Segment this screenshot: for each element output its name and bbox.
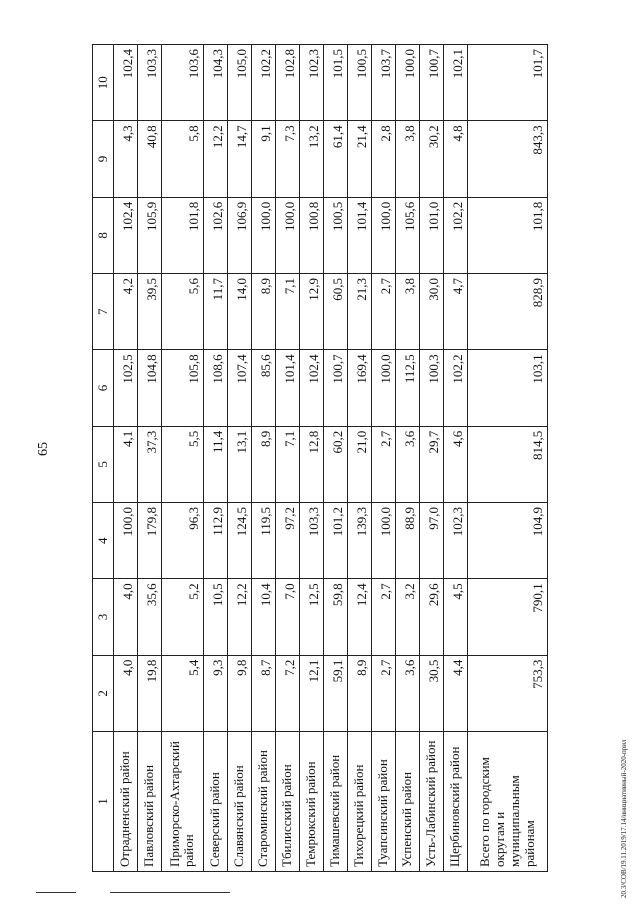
- table-row: [203, 45, 227, 872]
- value-cell: 179,8: [138, 503, 162, 579]
- value-cell: 5,8: [162, 121, 204, 197]
- table-row: [275, 45, 299, 872]
- value-cell: 101,4: [275, 350, 299, 426]
- value-cell: 11,7: [203, 274, 227, 350]
- value-cell: 9,1: [251, 121, 275, 197]
- value-cell: 102,4: [114, 197, 138, 273]
- value-cell: 4,8: [444, 121, 468, 197]
- value-cell: 102,2: [251, 45, 275, 121]
- district-name-cell: Северский район: [203, 732, 227, 872]
- table-row: [444, 45, 468, 872]
- value-cell: 29,6: [420, 579, 444, 655]
- value-cell: 3,8: [396, 121, 420, 197]
- value-cell: 102,5: [114, 350, 138, 426]
- value-cell: 100,0: [372, 350, 396, 426]
- table-row: [162, 45, 204, 872]
- value-cell: 119,5: [251, 503, 275, 579]
- table-row: [372, 45, 396, 872]
- value-cell: 105,8: [162, 350, 204, 426]
- column-header: 5: [93, 426, 114, 502]
- column-header: 1: [93, 732, 114, 872]
- value-cell: 103,3: [300, 503, 324, 579]
- value-cell: 100,0: [251, 197, 275, 273]
- district-name-cell: Тимашевский район: [324, 732, 348, 872]
- value-cell: 107,4: [227, 350, 251, 426]
- value-cell: 124,5: [227, 503, 251, 579]
- value-cell: 4,7: [444, 274, 468, 350]
- value-cell: 101,7: [468, 45, 548, 121]
- value-cell: 104,3: [203, 45, 227, 121]
- value-cell: 2,7: [372, 426, 396, 502]
- value-cell: 102,4: [300, 350, 324, 426]
- value-cell: 12,2: [227, 579, 251, 655]
- value-cell: 102,1: [444, 45, 468, 121]
- value-cell: 790,1: [468, 579, 548, 655]
- value-cell: 106,9: [227, 197, 251, 273]
- value-cell: 843,3: [468, 121, 548, 197]
- value-cell: 97,2: [275, 503, 299, 579]
- value-cell: 12,2: [203, 121, 227, 197]
- table-row: [227, 45, 251, 872]
- value-cell: 3,8: [396, 274, 420, 350]
- value-cell: 4,4: [444, 655, 468, 731]
- value-cell: 13,2: [300, 121, 324, 197]
- district-name-cell: Отрадненский район: [114, 732, 138, 872]
- value-cell: 59,1: [324, 655, 348, 731]
- value-cell: 4,0: [114, 655, 138, 731]
- value-cell: 104,8: [138, 350, 162, 426]
- value-cell: 10,4: [251, 579, 275, 655]
- value-cell: 61,4: [324, 121, 348, 197]
- value-cell: 8,9: [251, 274, 275, 350]
- value-cell: 100,8: [300, 197, 324, 273]
- value-cell: 100,0: [396, 45, 420, 121]
- value-cell: 88,9: [396, 503, 420, 579]
- table-row: [114, 45, 138, 872]
- district-name-cell: Туапсинский район: [372, 732, 396, 872]
- value-cell: 97,0: [420, 503, 444, 579]
- value-cell: 3,2: [396, 579, 420, 655]
- value-cell: 13,1: [227, 426, 251, 502]
- district-name-cell: Павловский район: [138, 732, 162, 872]
- table-row: [251, 45, 275, 872]
- value-cell: 8,9: [251, 426, 275, 502]
- column-header: 8: [93, 197, 114, 273]
- value-cell: 7,1: [275, 274, 299, 350]
- district-name-cell: Тихорецкий район: [348, 732, 372, 872]
- district-name-cell: Приморско-Ахтарский район: [162, 732, 204, 872]
- column-header: 2: [93, 655, 114, 731]
- value-cell: 37,3: [138, 426, 162, 502]
- scan-margin-line: [36, 892, 76, 894]
- value-cell: 14,7: [227, 121, 251, 197]
- value-cell: 39,5: [138, 274, 162, 350]
- value-cell: 4,6: [444, 426, 468, 502]
- value-cell: 100,0: [275, 197, 299, 273]
- value-cell: 112,5: [396, 350, 420, 426]
- value-cell: 10,5: [203, 579, 227, 655]
- value-cell: 103,7: [372, 45, 396, 121]
- district-name-cell: Успенский район: [396, 732, 420, 872]
- value-cell: 60,2: [324, 426, 348, 502]
- page-number: 65: [36, 442, 51, 456]
- value-cell: 7,2: [275, 655, 299, 731]
- district-name-cell: Усть-Лабинский район: [420, 732, 444, 872]
- value-cell: 102,2: [444, 197, 468, 273]
- value-cell: 2,8: [372, 121, 396, 197]
- value-cell: 5,2: [162, 579, 204, 655]
- column-header: 7: [93, 274, 114, 350]
- value-cell: 753,3: [468, 655, 548, 731]
- value-cell: 21,0: [348, 426, 372, 502]
- value-cell: 102,4: [114, 45, 138, 121]
- column-header: 6: [93, 350, 114, 426]
- value-cell: 102,3: [300, 45, 324, 121]
- column-header: 4: [93, 503, 114, 579]
- value-cell: 101,8: [162, 197, 204, 273]
- value-cell: 3,6: [396, 426, 420, 502]
- value-cell: 102,3: [444, 503, 468, 579]
- value-cell: 8,9: [348, 655, 372, 731]
- value-cell: 100,3: [420, 350, 444, 426]
- value-cell: 102,2: [444, 350, 468, 426]
- value-cell: 59,8: [324, 579, 348, 655]
- value-cell: 8,7: [251, 655, 275, 731]
- value-cell: 2,7: [372, 655, 396, 731]
- value-cell: 100,0: [372, 503, 396, 579]
- value-cell: 11,4: [203, 426, 227, 502]
- value-cell: 60,5: [324, 274, 348, 350]
- data-table: [92, 44, 548, 872]
- column-header: 9: [93, 121, 114, 197]
- value-cell: 4,3: [114, 121, 138, 197]
- value-cell: 4,2: [114, 274, 138, 350]
- value-cell: 30,0: [420, 274, 444, 350]
- value-cell: 100,0: [372, 197, 396, 273]
- table-row: [468, 45, 548, 872]
- value-cell: 21,3: [348, 274, 372, 350]
- column-header: 3: [93, 579, 114, 655]
- value-cell: 96,3: [162, 503, 204, 579]
- value-cell: 169,4: [348, 350, 372, 426]
- value-cell: 4,5: [444, 579, 468, 655]
- value-cell: 85,6: [251, 350, 275, 426]
- value-cell: 12,9: [300, 274, 324, 350]
- value-cell: 5,4: [162, 655, 204, 731]
- document-footer-note: 20.3/СОВ/19.11.2019/17.14/инициативный-2020-прил: [620, 739, 628, 898]
- table-row: [420, 45, 444, 872]
- district-name-cell: Темрюкский район: [300, 732, 324, 872]
- value-cell: 5,6: [162, 274, 204, 350]
- table-row: [396, 45, 420, 872]
- value-cell: 12,4: [348, 579, 372, 655]
- district-name-cell: Тбилисский район: [275, 732, 299, 872]
- value-cell: 12,8: [300, 426, 324, 502]
- value-cell: 7,3: [275, 121, 299, 197]
- value-cell: 35,6: [138, 579, 162, 655]
- value-cell: 7,1: [275, 426, 299, 502]
- district-name-cell: Всего по городским округам и муниципальным районам: [468, 732, 548, 872]
- scan-margin-line: [110, 892, 230, 894]
- value-cell: 7,0: [275, 579, 299, 655]
- value-cell: 104,9: [468, 503, 548, 579]
- value-cell: 40,8: [138, 121, 162, 197]
- value-cell: 105,0: [227, 45, 251, 121]
- column-header: 10: [93, 45, 114, 121]
- value-cell: 30,2: [420, 121, 444, 197]
- value-cell: 5,5: [162, 426, 204, 502]
- value-cell: 9,3: [203, 655, 227, 731]
- value-cell: 12,5: [300, 579, 324, 655]
- value-cell: 103,3: [138, 45, 162, 121]
- district-name-cell: Староминский район: [251, 732, 275, 872]
- value-cell: 3,6: [396, 655, 420, 731]
- value-cell: 101,5: [324, 45, 348, 121]
- district-name-cell: Щербиновский район: [444, 732, 468, 872]
- value-cell: 9,8: [227, 655, 251, 731]
- value-cell: 4,1: [114, 426, 138, 502]
- value-cell: 100,5: [348, 45, 372, 121]
- value-cell: 103,1: [468, 350, 548, 426]
- value-cell: 102,8: [275, 45, 299, 121]
- table-body: [114, 45, 548, 872]
- table-row: [138, 45, 162, 872]
- table-row: [348, 45, 372, 872]
- table-row: [300, 45, 324, 872]
- table-row: [324, 45, 348, 872]
- value-cell: 2,7: [372, 579, 396, 655]
- value-cell: 100,0: [114, 503, 138, 579]
- value-cell: 19,8: [138, 655, 162, 731]
- value-cell: 814,5: [468, 426, 548, 502]
- value-cell: 139,3: [348, 503, 372, 579]
- value-cell: 105,6: [396, 197, 420, 273]
- value-cell: 101,0: [420, 197, 444, 273]
- value-cell: 112,9: [203, 503, 227, 579]
- value-cell: 101,8: [468, 197, 548, 273]
- value-cell: 100,5: [324, 197, 348, 273]
- value-cell: 102,6: [203, 197, 227, 273]
- value-cell: 105,9: [138, 197, 162, 273]
- value-cell: 30,5: [420, 655, 444, 731]
- value-cell: 103,6: [162, 45, 204, 121]
- value-cell: 108,6: [203, 350, 227, 426]
- value-cell: 29,7: [420, 426, 444, 502]
- value-cell: 100,7: [324, 350, 348, 426]
- value-cell: 12,1: [300, 655, 324, 731]
- value-cell: 4,0: [114, 579, 138, 655]
- value-cell: 828,9: [468, 274, 548, 350]
- data-table-container: [92, 44, 548, 872]
- value-cell: 14,0: [227, 274, 251, 350]
- table-header-row: [93, 45, 114, 872]
- value-cell: 100,7: [420, 45, 444, 121]
- value-cell: 101,4: [348, 197, 372, 273]
- value-cell: 21,4: [348, 121, 372, 197]
- district-name-cell: Славянский район: [227, 732, 251, 872]
- value-cell: 101,2: [324, 503, 348, 579]
- value-cell: 2,7: [372, 274, 396, 350]
